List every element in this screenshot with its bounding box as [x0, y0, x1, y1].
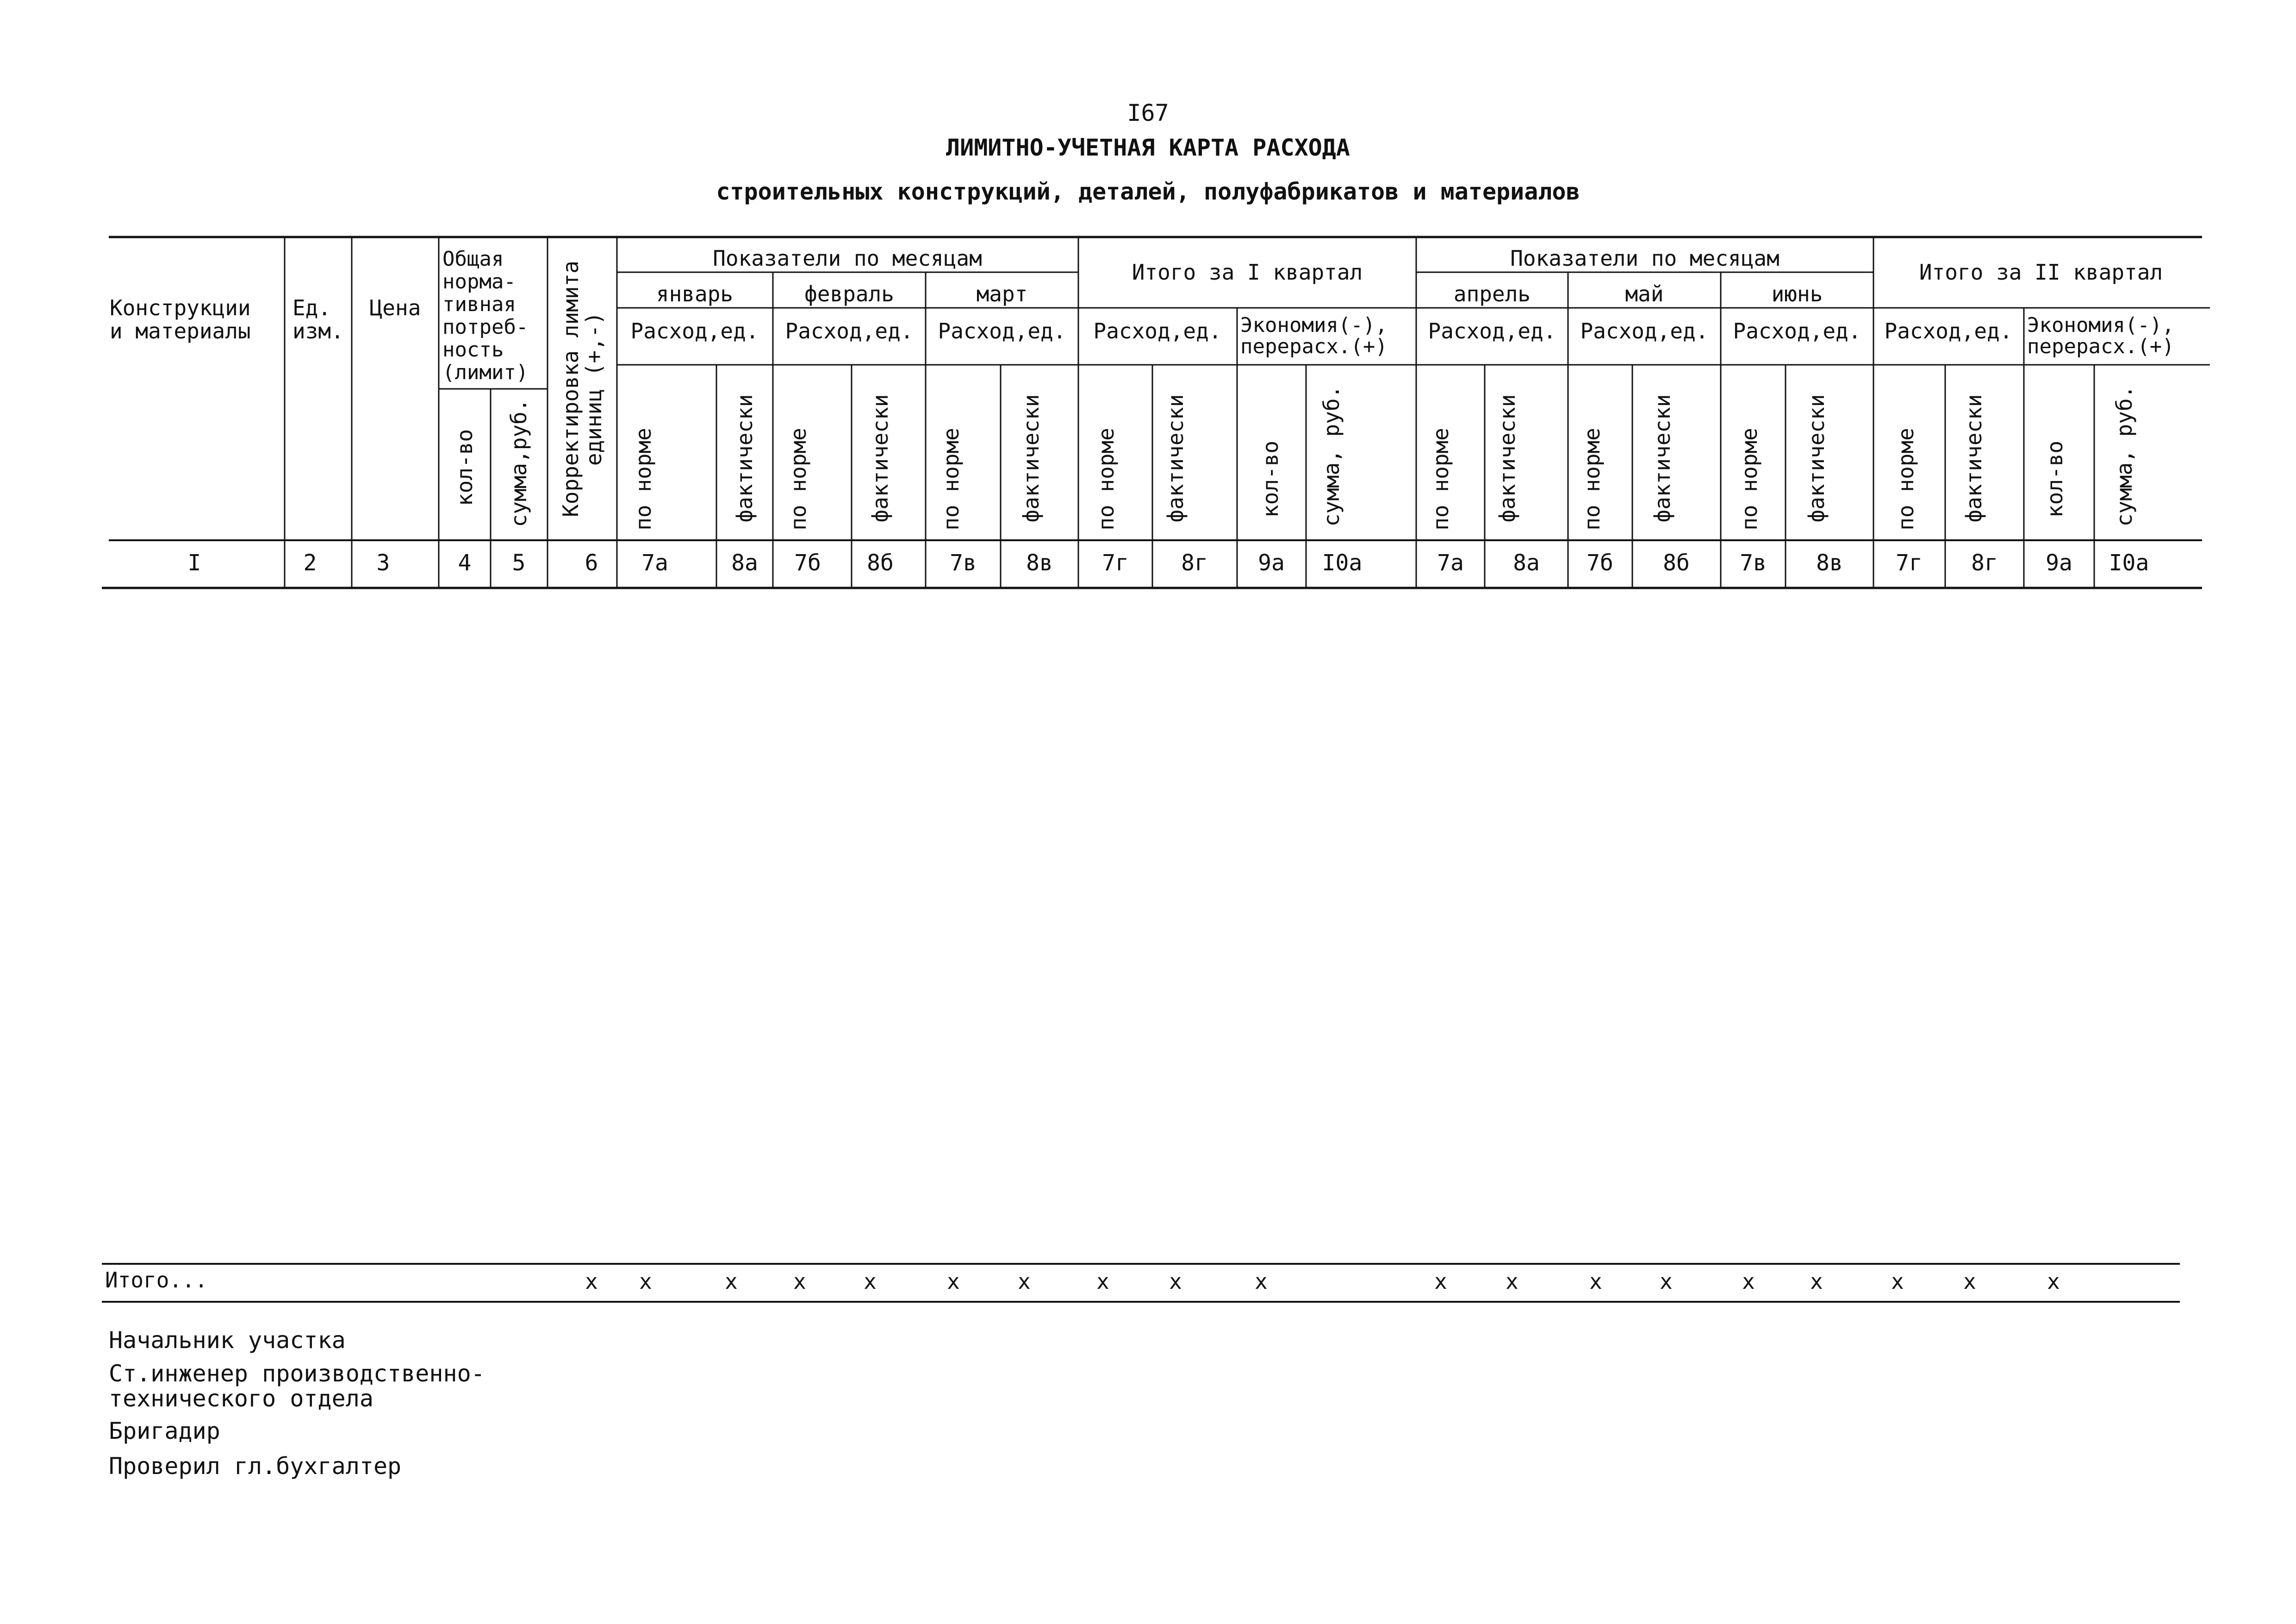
col-by-norm: по норме — [1580, 428, 1605, 531]
totals-mark: x — [1742, 1269, 1755, 1294]
month-june: июнь — [1771, 281, 1823, 306]
col-header-materials: Конструкции и материалы — [110, 295, 251, 344]
q2-total-header: Итого за II квартал — [1919, 260, 2163, 285]
col-actual: фактически — [1163, 394, 1188, 523]
col-by-norm: по норме — [1893, 428, 1918, 531]
consumption-header: Расход,ед. — [1093, 319, 1222, 344]
column-number: I0а — [1322, 550, 1363, 576]
group-months-q2: Показатели по месяцам — [1510, 246, 1780, 271]
totals-mark: x — [793, 1269, 806, 1294]
col-sum: сумма, руб. — [2112, 385, 2137, 527]
page-number: I67 — [1127, 100, 1169, 126]
col-by-norm: по норме — [1737, 428, 1762, 531]
consumption-header: Расход,ед. — [630, 319, 759, 344]
totals-label: Итого... — [105, 1268, 208, 1293]
col-header-need-sum: сумма,руб. — [506, 399, 531, 527]
column-number: 7г — [1102, 550, 1129, 576]
col-header-need-qty: кол-во — [452, 429, 477, 506]
column-number: 3 — [376, 550, 390, 576]
consumption-header: Расход,ед. — [938, 319, 1066, 344]
month-february: февраль — [804, 281, 894, 306]
month-march: март — [976, 281, 1028, 306]
column-number: 8г — [1181, 550, 1208, 576]
totals-mark: x — [1255, 1269, 1268, 1294]
totals-mark: x — [1096, 1269, 1109, 1294]
col-qty: кол-во — [1258, 440, 1283, 518]
col-qty: кол-во — [2042, 440, 2067, 518]
col-by-norm: по норме — [786, 428, 811, 531]
column-number: 7б — [1587, 550, 1613, 576]
economy-header-q1: Экономия(-), перерасх.(+) — [1240, 313, 1388, 358]
column-number: I — [187, 550, 201, 576]
totals-mark: x — [1660, 1269, 1673, 1294]
document-subtitle: строительных конструкций, деталей, полуфабрикатов и материалов — [716, 178, 1580, 205]
col-by-norm: по норме — [1428, 428, 1453, 531]
column-number: 8а — [731, 550, 758, 576]
month-january: январь — [656, 281, 734, 306]
totals-mark: x — [1506, 1269, 1518, 1294]
totals-mark: x — [864, 1269, 877, 1294]
col-header-unit: Ед. изм. — [292, 295, 344, 344]
month-april: апрель — [1453, 281, 1531, 306]
col-header-limit-correction: Корректировка лимита единиц (+,-) — [558, 261, 606, 517]
totals-mark: x — [1810, 1269, 1823, 1294]
signature-senior-engineer: Ст.инженер производственно- технического отдела — [109, 1360, 485, 1412]
totals-mark: x — [1169, 1269, 1182, 1294]
q1-total-header: Итого за I квартал — [1132, 260, 1363, 285]
consumption-header: Расход,ед. — [785, 319, 914, 344]
totals-mark: x — [1891, 1269, 1904, 1294]
month-may: май — [1625, 281, 1664, 306]
totals-mark: x — [639, 1269, 652, 1294]
col-actual: фактически — [868, 394, 893, 523]
col-header-price: Цена — [369, 295, 421, 320]
column-number: 8б — [1663, 550, 1690, 576]
col-by-norm: по норме — [1094, 428, 1119, 531]
column-number: 7б — [794, 550, 821, 576]
totals-mark: x — [1963, 1269, 1976, 1294]
col-actual: фактически — [1804, 394, 1829, 523]
consumption-header: Расход,ед. — [1884, 319, 2013, 344]
col-actual: фактически — [1961, 394, 1986, 523]
col-sum: сумма, руб. — [1319, 385, 1344, 527]
economy-header-q2: Экономия(-), перерасх.(+) — [2027, 313, 2174, 358]
consumption-header: Расход,ед. — [1428, 319, 1556, 344]
column-number: 8г — [1971, 550, 1998, 576]
totals-mark: x — [2047, 1269, 2060, 1294]
column-number: 7а — [641, 550, 668, 576]
totals-mark: x — [947, 1269, 960, 1294]
signature-foreman: Бригадир — [109, 1418, 220, 1444]
col-by-norm: по норме — [631, 428, 656, 531]
column-number: 6 — [585, 550, 598, 576]
column-number: 8а — [1513, 550, 1540, 576]
col-by-norm: по норме — [939, 428, 964, 531]
column-number: 8в — [1026, 550, 1053, 576]
column-number: I0а — [2109, 550, 2149, 576]
signature-chief-accountant: Проверил гл.бухгалтер — [109, 1453, 402, 1480]
col-actual: фактически — [1495, 394, 1520, 523]
consumption-header: Расход,ед. — [1733, 319, 1861, 344]
col-actual: фактически — [1650, 394, 1675, 523]
col-actual: фактически — [1019, 394, 1044, 523]
signature-site-chief: Начальник участка — [109, 1327, 346, 1354]
totals-mark: x — [585, 1269, 598, 1294]
column-number: 8в — [1816, 550, 1843, 576]
totals-mark: x — [1018, 1269, 1031, 1294]
column-number: 8б — [867, 550, 894, 576]
col-header-normative-need: Общая норма- тивная потреб- ность (лимит) — [442, 247, 529, 384]
column-number: 9а — [1258, 550, 1285, 576]
column-number: 2 — [303, 550, 317, 576]
column-number: 9а — [2046, 550, 2072, 576]
column-number: 5 — [512, 550, 526, 576]
column-number: 7а — [1437, 550, 1464, 576]
col-actual: фактически — [732, 394, 757, 523]
column-number: 7в — [950, 550, 977, 576]
column-number: 4 — [458, 550, 472, 576]
column-number: 7г — [1896, 550, 1923, 576]
totals-mark: x — [1589, 1269, 1602, 1294]
totals-mark: x — [725, 1269, 738, 1294]
column-number: 7в — [1740, 550, 1767, 576]
totals-mark: x — [1434, 1269, 1447, 1294]
group-months-q1: Показатели по месяцам — [713, 246, 982, 271]
consumption-header: Расход,ед. — [1580, 319, 1709, 344]
document-title: ЛИМИТНО-УЧЕТНАЯ КАРТА РАСХОДА — [946, 134, 1350, 161]
